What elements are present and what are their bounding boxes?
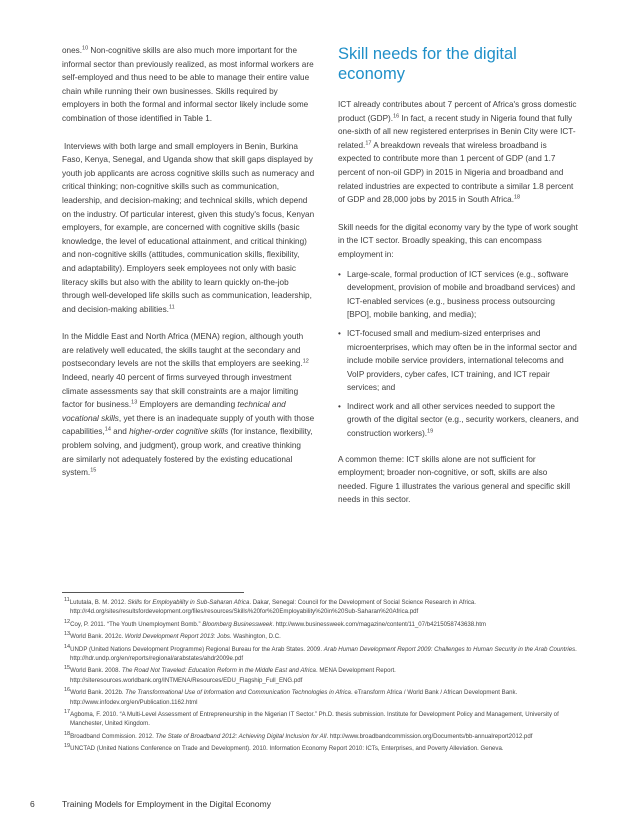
footnote: $^{17}$Agboma, F. 2010. “A Multi-Level Assessment of Entrepreneurship in the Nigerian IT Sector.” Ph.D. thesis submission. Institute for Development Policy and Management, University of Manchester, United Kingdom. bbox=[64, 709, 559, 728]
footnote: $^{13}$World Bank. 2012c. World Development Report 2013: Jobs. Washington, D.C. bbox=[64, 631, 281, 641]
page-number: 6 bbox=[30, 799, 35, 809]
page-footer bbox=[30, 799, 590, 809]
footnote: $^{11}$Lututala, B. M. 2012. Skills for Employability in Sub-Saharan Africa. Dakar, Senegal: Council for the Development of Social Science Research in Africa. http://r4d.org/sites/resultsfordevelopment.org/files/resources/Skills%20for%20Employability%20in%20Sub-Saharan%20Africa.pdf bbox=[64, 596, 476, 616]
footnote: $^{19}$UNCTAD (United Nations Conference on Trade and Development). 2010. Information Economy Report 2010: ICTs, Enterprises, and Poverty Alleviation. Geneva. bbox=[64, 743, 504, 753]
footnotes bbox=[62, 598, 580, 757]
list-item: • Indirect work and all other services needed to support the growth of the digital sector (e.g., security workers, cleaners, and construction workers).$^{19}$ bbox=[338, 400, 579, 441]
footnote: $^{16}$World Bank. 2012b. The Transformational Use of Information and Communication Technologies in Africa. eTransform Africa / World Bank / African Development Bank. http://www.infodev.org/en/Publication.1162.html bbox=[64, 687, 518, 706]
right-paragraph-1: ICT already contributes about 7 percent of Africa's gross domestic product (GDP).$^{16}$ In fact, a recent study in Nigeria found that fully one-sixth of all new registered enterprises in Benin City were ICT-related.$^{17}$ A breakdown reveals that wireless broadband is expected to contribute more than 1 percent of GDP (and 1.7 percent of non-oil GDP) in 2015 in Nigeria and broadband and related industries are expected to contribute a similar 1.8 percent of GDP and 28,000 jobs by 2015 in South Africa.$^{18}$ bbox=[338, 100, 577, 205]
left-column bbox=[62, 44, 315, 494]
employment-list bbox=[338, 268, 579, 441]
footnote: $^{15}$World Bank. 2008. The Road Not Traveled: Education Reform in the Middle East and Africa. MENA Development Report. http://siteresources.worldbank.org/INTMENA/Resources/EDU_Flagship_Full_ENG.pdf bbox=[64, 665, 396, 684]
footnote: $^{12}$Coy, P. 2011. “The Youth Unemployment Bomb.” Bloomberg Businessweek. http://www.businessweek.com/magazine/content/11_07/b4215058743638.htm bbox=[64, 618, 487, 628]
footnote: $^{18}$Broadband Commission. 2012. The State of Broadband 2012: Achieving Digital Inclusion for All. http://www.broadbandcommission.org/Documents/bb-annualreport2012.pdf bbox=[64, 730, 533, 740]
footnote-divider bbox=[62, 592, 244, 593]
document-title: Training Models for Employment in the Digital Economy bbox=[62, 799, 271, 809]
right-paragraph-2: Skill needs for the digital economy vary by the type of work sought in the ICT sector. Broadly speaking, this can encompass employment in: bbox=[338, 222, 578, 259]
list-item: • ICT-focused small and medium-sized enterprises and microenterprises, which may often be in the informal sector and include mobile service providers, international telecoms and VoIP providers, cyber cafes, ICT training, and ICT repair services; and bbox=[338, 327, 579, 395]
left-paragraph-1: ones.$^{10}$ Non-cognitive skills are also much more important for the informal sector than previously realized, as most informal workers are self-employed and thus need to be able to manage their entire value chain while running their own businesses. Skills required by employers in both the formal and informal sector likely include some combination of those identified in Table 1. bbox=[62, 45, 314, 123]
right-column bbox=[338, 44, 579, 521]
section-heading: Skill needs for the digital economy bbox=[338, 45, 517, 83]
footnote: $^{14}$UNDP (United Nations Development Programme) Regional Bureau for the Arab States. 2009. Arab Human Development Report 2009: Challenges to Human Security in the Arab Countries. http://hdr.undp.org/en/reports/regional/arabstates/ahdr2009e.pdf bbox=[64, 643, 577, 663]
right-paragraph-3: A common theme: ICT skills alone are not sufficient for employment; broader non-cognitive, or soft, skills are also needed. Figure 1 illustrates the various general and specific skill needs in this sector. bbox=[338, 454, 571, 505]
left-paragraph-2: Interviews with both large and small employers in Benin, Burkina Faso, Kenya, Senegal, and Uganda show that skill gaps displayed by youth job applicants are across cognitive skills such as numeracy and critical thinking; non-cognitive skills such as communication, leadership, and decision-making; and technical skills, which depend on the industry. Of particular interest, given this study's focus, Kenyan employers, for example, are concerned with cognitive skills (basic knowledge, the level of educational attainment, and critical thinking) and non-cognitive skills (attitudes, communication skills, flexibility, and adaptability). Employers seek employees not only with basic literacy skills but also with the ability to learn quickly on-the-job through well-developed life skills such as communication, leadership, and decision-making abilities.$^{11}$ bbox=[62, 141, 315, 314]
list-item: • Large-scale, formal production of ICT services (e.g., software development, provision of mobile and broadband services) and ICT-enabled services (e.g., business process outsourcing [BPO], mobile banking, and media); bbox=[338, 268, 579, 322]
left-paragraph-3: In the Middle East and North Africa (MENA) region, although youth are relatively well educated, the skills taught at the secondary and postsecondary levels are not the skills that employers are seeking.$^{12}$ Indeed, nearly 40 percent of firms surveyed through investment climate assessments say that skill constraints are a major limiting factor for business.$^{13}$ Employers are demanding technical and vocational skills, yet there is an inadequate supply of youth with those capabilities,$^{14}$ and higher-order cognitive skills (for instance, flexibility, problem solving, and judgment), group work, and creative thinking are similarly not adequately fostered by the existing educational system.$^{15}$ bbox=[62, 332, 315, 478]
